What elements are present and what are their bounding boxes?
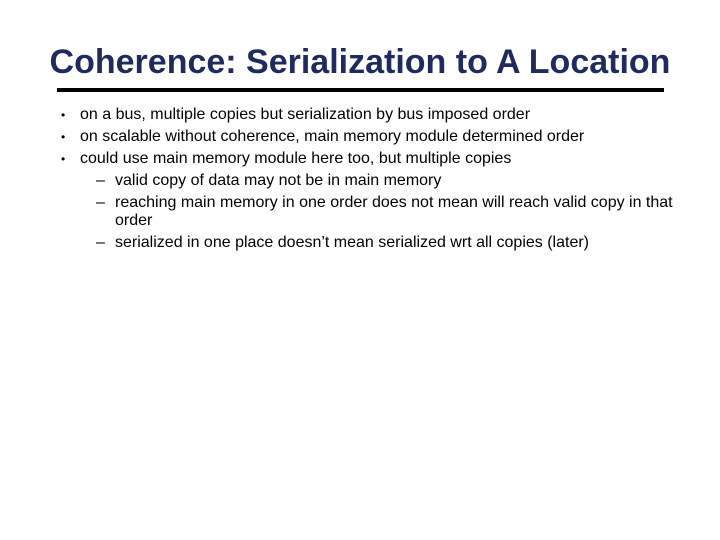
bullet-marker: • xyxy=(61,152,66,166)
sub-bullet-text: reaching main memory in one order does not mean will reach valid copy in that order xyxy=(115,194,673,229)
bullet-item xyxy=(58,106,710,124)
sub-bullet-item xyxy=(58,194,710,230)
bullet-marker: • xyxy=(61,108,66,122)
title-underline xyxy=(57,88,664,92)
bullet-text: on a bus, multiple copies but serialization by bus imposed order xyxy=(80,106,531,123)
sub-bullet-marker: – xyxy=(96,234,105,251)
bullet-item xyxy=(58,128,710,146)
sub-bullet-marker: – xyxy=(96,172,105,189)
sub-bullet-item xyxy=(58,172,710,190)
sub-bullet-text: valid copy of data may not be in main memory xyxy=(115,172,442,189)
slide-title: Coherence: Serialization to A Location xyxy=(49,43,671,81)
bullet-text: on scalable without coherence, main memory module determined order xyxy=(80,128,585,145)
sub-bullet-text: serialized in one place doesn’t mean serialized wrt all copies (later) xyxy=(115,234,590,251)
bullet-marker: • xyxy=(61,130,66,144)
bullet-text: could use main memory module here too, but multiple copies xyxy=(80,150,512,167)
slide-content xyxy=(58,106,710,256)
sub-bullet-marker: – xyxy=(96,194,105,211)
bullet-item xyxy=(58,150,710,168)
sub-bullet-item xyxy=(58,234,710,252)
